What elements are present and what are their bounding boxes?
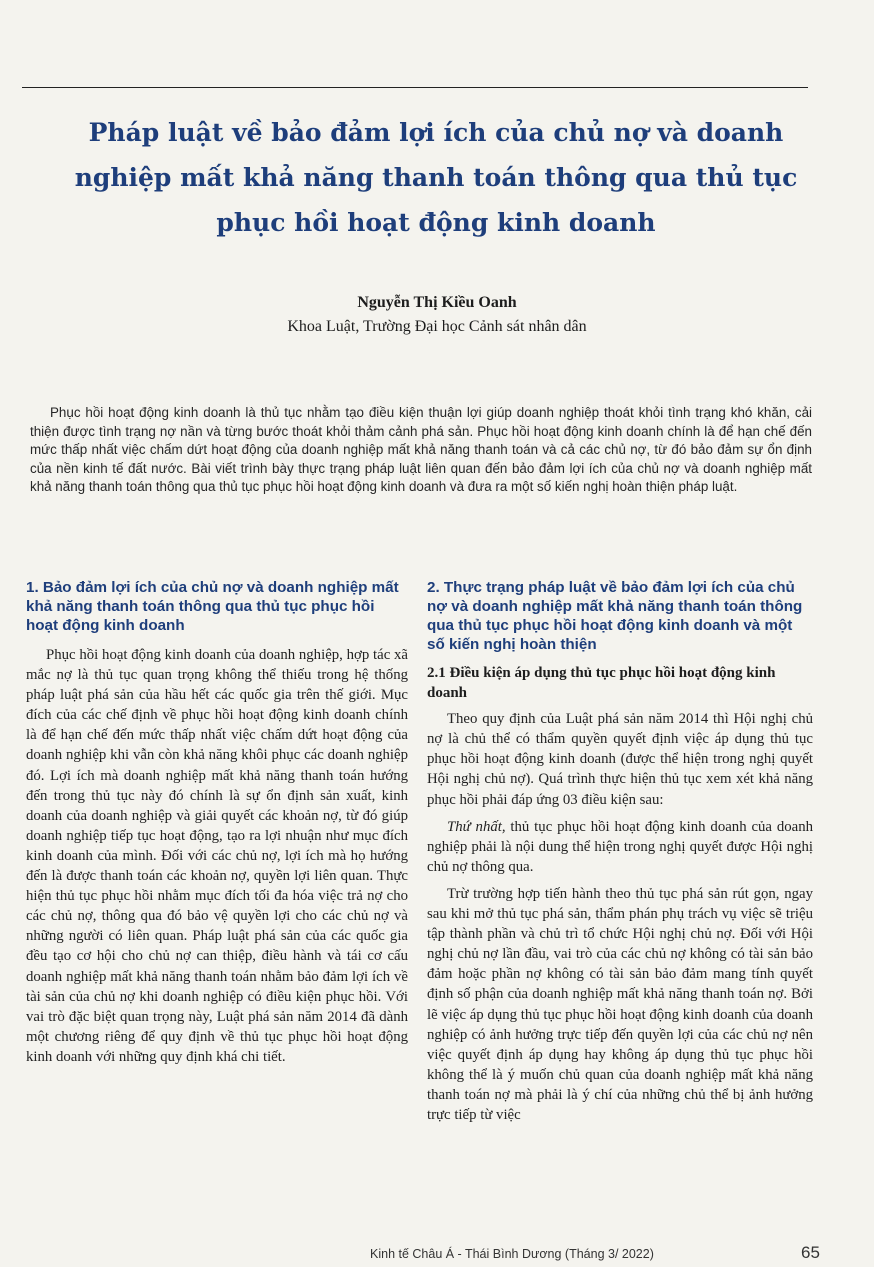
section-2-heading: 2. Thực trạng pháp luật về bảo đảm lợi ích của chủ nợ và doanh nghiệp mất khả năng thanh toán thông qua thủ tục phục hồi hoạt động kinh doanh và một số kiến nghị hoàn thiện [427, 579, 803, 653]
section-2-paragraph-2 [427, 817, 813, 877]
section-1-paragraph: Phục hồi hoạt động kinh doanh của doanh nghiệp, hợp tác xã mắc nợ là thủ tục quan trọng không thể thiếu trong hệ thống pháp luật phá sản của hầu hết các quốc gia trên thế giới. Mục đích của các chế định về phục hồi hoạt động kinh doanh chính là để hạn chế đến mức thấp nhất việc chấm dứt hoạt động của doanh nghiệp khi vẫn còn khả năng khôi phục các doanh nghiệp đó. Lợi ích mà doanh nghiệp mất khả năng thanh toán hướng đến trong thủ tục này đó chính là sự ổn định sản xuất, kinh doanh của doanh nghiệp và giải quyết các khoản nợ, từ đó giúp doanh nghiệp tiếp tục hoạt động, tạo ra lợi nhuận như mục đích kinh doanh của mình. Đối với các chủ nợ, lợi ích mà họ hướng đến là được thanh toán các khoản nợ, quyền lợi liên quan. Thực hiện thủ tục phục hồi nhằm mục đích tối đa hóa việc trả nợ cho các chủ nợ, thông qua đó bảo vệ quyền lợi cho các chủ nợ và những người có liên quan. Pháp luật phá sản của các quốc gia đều tạo cơ hội cho chủ nợ can thiệp, điều hành và tái cơ cấu doanh nghiệp mất khả năng thanh toán nhằm bảo đảm lợi ích về tài sản của chủ nợ khi doanh nghiệp có điều kiện phục hồi. Với vai trò đặc biệt quan trọng này, Luật phá sản năm 2014 đã dành một chương riêng để quy định về thủ tục phục hồi hoạt động kinh doanh với những quy định khá chi tiết. [26, 647, 408, 1065]
author-name: Nguyễn Thị Kiều Oanh [357, 294, 517, 311]
first-condition-label: Thứ nhất, [447, 818, 506, 835]
abstract: Phục hồi hoạt động kinh doanh là thủ tục nhằm tạo điều kiện thuận lợi giúp doanh nghiệp thoát khỏi tình trạng khó khăn, cải thiện được tình trạng nợ nần và từng bước thoát khỏi thảm cảnh phá sản. Phục hồi hoạt động kinh doanh chính là để hạn chế đến mức thấp nhất việc chấm dứt hoạt động của doanh nghiệp mất khả năng thanh toán và cả các chủ nợ, từ đó bảo đảm sự ổn định của nền kinh tế đất nước. Bài viết trình bày thực trạng pháp luật liên quan đến bảo đảm lợi ích của chủ nợ và doanh nghiệp mất khả năng thanh toán thông qua thủ tục phục hồi hoạt động kinh doanh và đưa ra một số kiến nghị hoàn thiện pháp luật. [30, 405, 812, 495]
subsection-2-1-heading: 2.1 Điều kiện áp dụng thủ tục phục hồi hoạt động kinh doanh [427, 665, 776, 701]
author-affiliation: Khoa Luật, Trường Đại học Cảnh sát nhân dân [287, 318, 587, 335]
left-column [26, 578, 408, 1074]
article-title: Pháp luật về bảo đảm lợi ích của chủ nợ và doanh nghiệp mất khả năng thanh toán thông qua thủ tục phục hồi hoạt động kinh doanh [74, 118, 798, 237]
page-number: 65 [801, 1243, 820, 1262]
section-2-paragraph-3: Trừ trường hợp tiến hành theo thủ tục phá sản rút gọn, ngay sau khi mở thủ tục phá sản, thẩm phán phụ trách vụ việc sẽ triệu tập thành phần và chủ trì tổ chức Hội nghị chủ nợ. Đối với Hội nghị chủ nợ lần đầu, vai trò của các chủ nợ không có tài sản bảo đảm hoặc phần nợ không có tài sản bảo đảm mang tính quyết định số phận của doanh nghiệp mất khả năng thanh toán nợ. Bởi lẽ việc áp dụng thủ tục phục hồi hoạt động kinh doanh của doanh nghiệp có ảnh hưởng trực tiếp đến quyền lợi của các chủ nợ nên việc quyết định áp dụng hay không áp dụng thủ tục phục hồi không thể là ý muốn chủ quan của doanh nghiệp mất khả năng thanh toán nợ mà phải là ý chí của những chủ thể bị ảnh hưởng trực tiếp từ việc [427, 885, 813, 1123]
section-1-heading: 1. Bảo đảm lợi ích của chủ nợ và doanh nghiệp mất khả năng thanh toán thông qua thủ tục phục hồi hoạt động kinh doanh [26, 579, 399, 634]
header-rule [22, 87, 808, 88]
journal-footer: Kinh tế Châu Á - Thái Bình Dương (Tháng 3/ 2022) [370, 1247, 654, 1261]
section-2-paragraph-1: Theo quy định của Luật phá sản năm 2014 thì Hội nghị chủ nợ là chủ thể có thẩm quyền quyết định việc áp dụng thủ tục phục hồi hoạt động kinh doanh (được thể hiện trong nghị quyết Hội nghị chủ nợ). Quá trình thực hiện thủ tục xem xét khả năng phục hồi phải đáp ứng 03 điều kiện sau: [427, 711, 813, 808]
first-condition-text: thủ tục phục hồi hoạt động kinh doanh của doanh nghiệp phải là nội dung thể hiện trong nghị quyết được Hội nghị chủ nợ thông qua. [427, 818, 813, 875]
right-column [427, 578, 813, 1132]
